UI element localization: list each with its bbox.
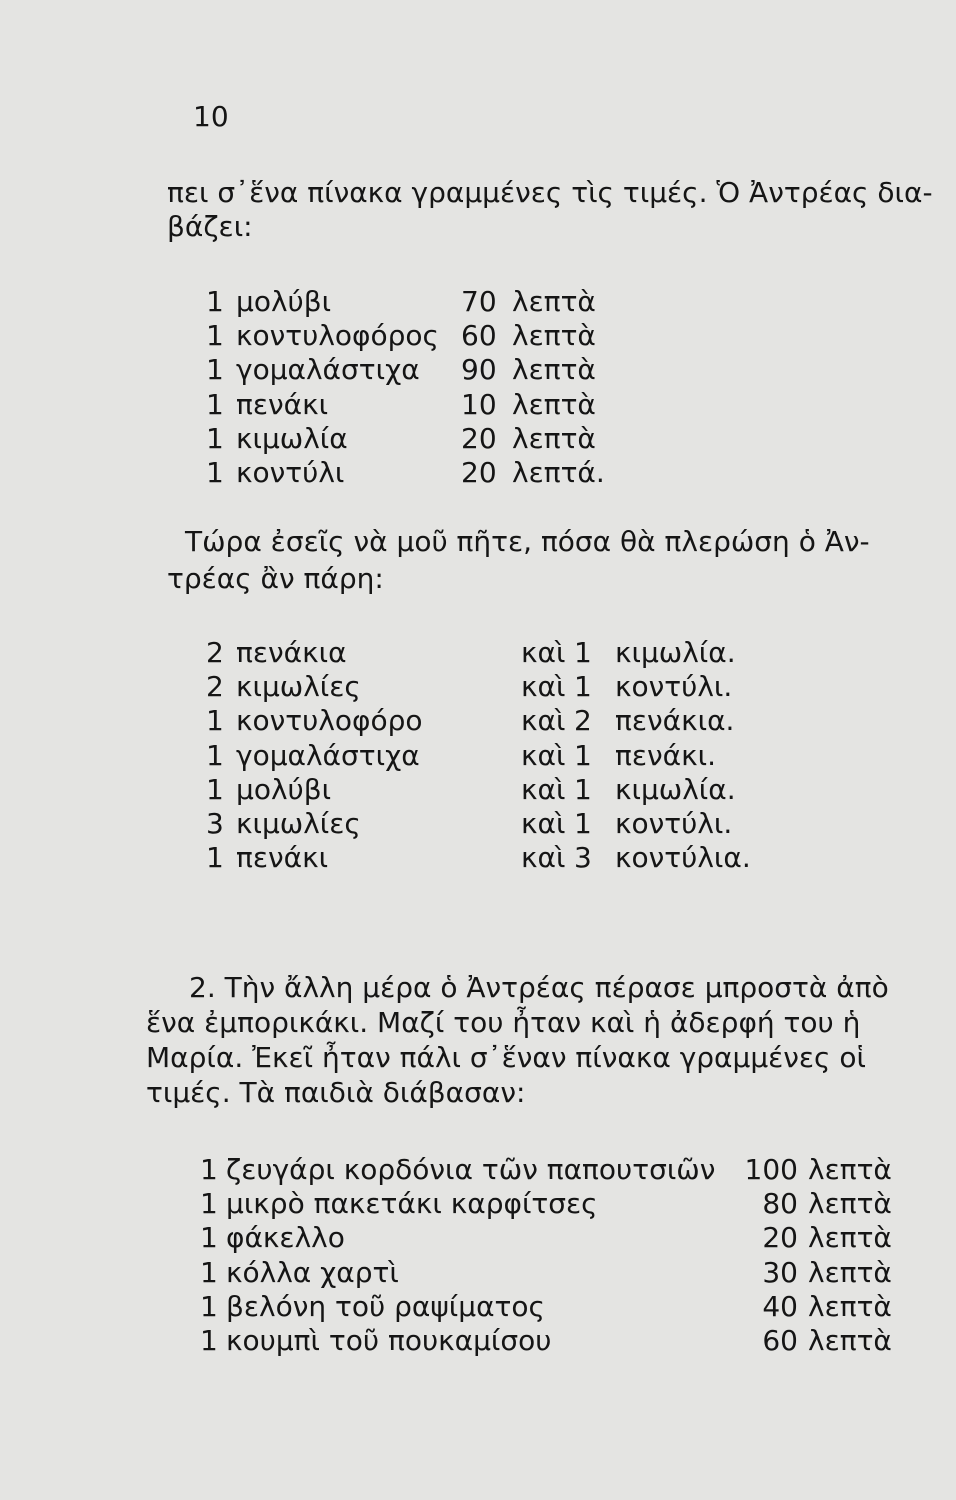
book-page: 10 πει σ᾽ἕνα πίνακα γραμμένες τὶς τιμές. Ὁ Ἀντρέας δια- βάζει: 1 μολύβι 70 λεπτὰ 1 κοντυλοφόρος 60 λεπτὰ 1 γομαλάστιχα 90 λεπτὰ 1 πενάκι 10 λεπτὰ 1 κιμωλία 20 λεπτὰ 1 κοντύλι 20 λεπτά. Τώρα ἐσεῖς νὰ μοῦ πῆτε, πόσα θὰ πλερώση ὁ Ἀν- τρέας ἂν πάρη: 2 πενάκια καὶ 1 κιμωλία. 2 κιμωλίες καὶ 1 κοντύλι. 1 κοντυλοφόρο καὶ 2 πενάκια. 1 γομαλάστιχα καὶ 1 πενάκι. 1 μολύβι καὶ 1 κιμωλία. 3 κιμωλίες καὶ 1 κοντύλι. 1 πενάκι καὶ 3 κοντύλια. 2. Τὴν ἄλλη μέρα ὁ Ἀντρέας πέρασε μπροστὰ ἀπὸ ἕνα ἐμπορικάκι. Μαζί του ἦταν καὶ ἡ ἀδερφή του ἡ Μαρία. Ἐκεῖ ἦταν πάλι σ᾽ἕναν πίνακα γραμμένες οἱ τιμές. Τὰ παιδιὰ διάβασαν: 1 ζευγάρι κορδόνια τῶν παπουτσιῶν 100 λεπτὰ 1 μικρὸ πακετάκι καρφίτσες 80 λεπτὰ 1 φάκελλο 20 λεπτὰ 1 κόλλα χαρτὶ 30 λεπτὰ 1 βελόνη τοῦ ραψίματος 40 λεπτὰ 1 κουμπὶ τοῦ πουκαμίσου 60 λεπτὰ	[146, 100, 933, 1357]
paragraph-line: Μαρία. Ἐκεῖ ἦταν πάλι σ᾽ἕναν πίνακα γραμμένες οἱ	[146, 1041, 866, 1074]
paragraph-line: βάζει:	[167, 210, 253, 243]
paragraph-line: 2. Τὴν ἄλλη μέρα ὁ Ἀντρέας πέρασε μπροστὰ ἀπὸ	[189, 971, 889, 1004]
page-number: 10	[193, 100, 229, 133]
paragraph-intro	[167, 176, 933, 244]
paragraph-line: Τώρα ἐσεῖς νὰ μοῦ πῆτε, πόσα θὰ πλερώση ὁ Ἀν-	[185, 525, 870, 558]
paragraph-line: πει σ᾽ἕνα πίνακα γραμμένες τὶς τιμές. Ὁ Ἀντρέας δια-	[167, 176, 933, 209]
paragraph-section-2	[146, 970, 889, 1110]
paragraph-line: τιμές. Τὰ παιδιὰ διάβασαν:	[146, 1076, 526, 1109]
paragraph-line: ἕνα ἐμπορικάκι. Μαζί του ἦταν καὶ ἡ ἀδερφή του ἡ	[146, 1006, 861, 1039]
paragraph-question	[167, 525, 870, 596]
paragraph-line: τρέας ἂν πάρη:	[167, 562, 384, 595]
